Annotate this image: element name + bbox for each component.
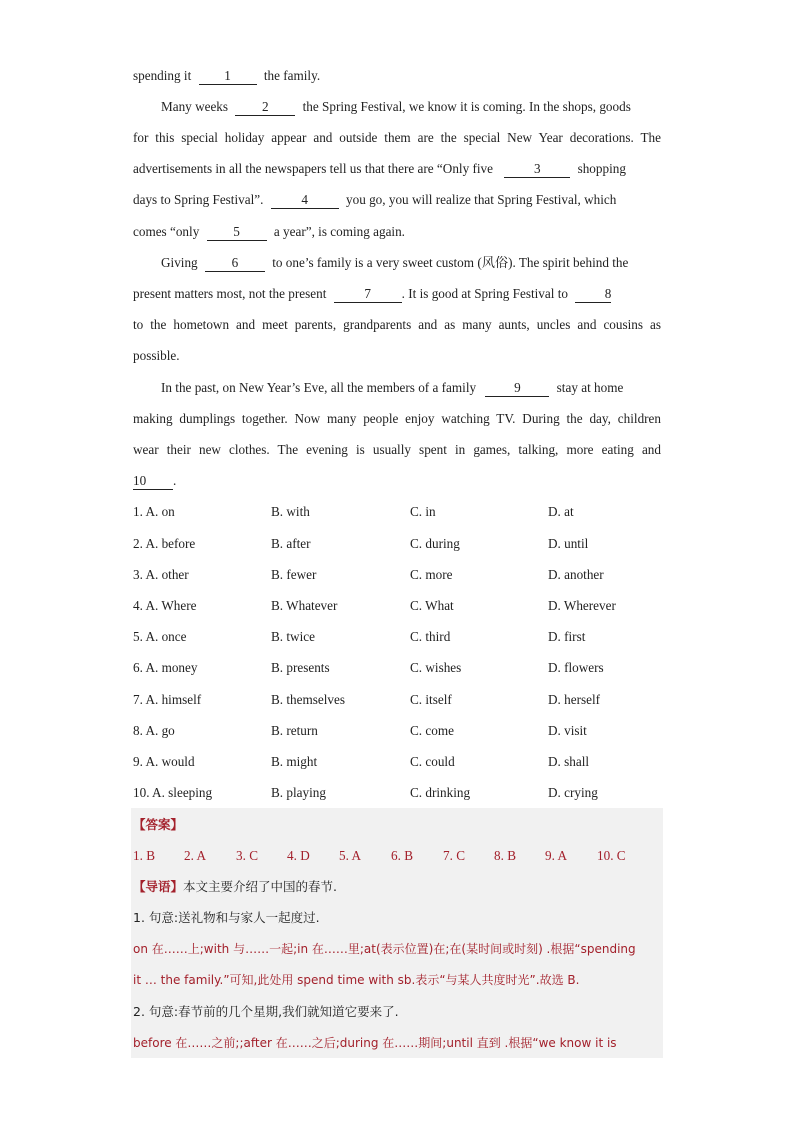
option-c: C. What [410,598,454,613]
text: the Spring Festival, we know it is coming. In the shops, goods [302,99,631,114]
option-a: 10. A. sleeping [133,785,213,800]
option-b: B. twice [271,629,315,644]
answer-key: 3. C [236,848,258,863]
text: days to Spring Festival”. [133,192,264,207]
option-c: C. drinking [410,785,471,800]
option-row-9 [133,752,661,772]
text: spending it [133,68,192,83]
blank-2: 2 [235,99,295,116]
option-b: B. presents [271,660,330,675]
passage-line-10: possible. [133,348,180,363]
passage-line-4 [133,159,661,179]
option-b: B. after [271,536,311,551]
guide-text: 本文主要介绍了中国的春节. [183,879,337,894]
answer-keys [133,846,661,866]
option-row-3 [133,565,661,585]
option-row-8 [133,721,661,741]
option-b: B. might [271,754,318,769]
option-d: D. shall [548,754,590,769]
option-row-2 [133,534,661,554]
passage-line-14 [133,471,661,491]
option-d: D. crying [548,785,598,800]
option-row-4 [133,596,661,616]
passage-line-3: for this special holiday appear and outside them are the special New Year decorations. The [133,130,661,145]
blank-8: 8 [575,286,611,303]
text: . [173,473,177,488]
option-c: C. during [410,536,460,551]
option-row-7 [133,690,661,710]
q1-explanation-b: it … the family.”可知,此处用 spend time with sb.表示“与某人共度时光”.故选 B. [133,973,580,987]
option-d: D. visit [548,723,587,738]
option-c: C. third [410,629,451,644]
answer-key: 8. B [494,848,516,863]
option-d: D. another [548,567,604,582]
answer-key: 6. B [391,848,413,863]
option-b: B. themselves [271,692,345,707]
option-b: B. fewer [271,567,317,582]
passage-line-2 [161,97,661,117]
answer-heading: 【答案】 [133,817,184,832]
passage-line-11 [161,378,661,398]
answer-key: 5. A [339,848,361,863]
q1-explanation-a: on 在……上;with 与……一起;in 在……里;at(表示位置)在;在(某时间或时刻) .根据“spending [133,942,636,956]
passage-line-9: to the hometown and meet parents, grandparents and as many aunts, uncles and cousins as [133,317,661,332]
option-c: C. come [410,723,454,738]
passage-line-1 [133,66,661,86]
passage-line-12: making dumplings together. Now many people enjoy watching TV. During the day, children [133,411,661,426]
option-d: D. first [548,629,586,644]
option-d: D. flowers [548,660,604,675]
text: you go, you will realize that Spring Festival, which [346,192,617,207]
text: a year”, is coming again. [273,224,405,239]
text: to one’s family is a very sweet custom (风俗). The spirit behind the [272,255,629,270]
answer-key: 1. B [133,848,155,863]
blank-5: 5 [207,224,267,241]
answer-key: 9. A [545,848,567,863]
option-a: 8. A. go [133,723,175,738]
option-a: 1. A. on [133,504,175,519]
passage-line-13: wear their new clothes. The evening is usually spent in games, talking, more eating and [133,442,661,457]
option-row-5 [133,627,661,647]
text: shopping [577,161,626,176]
option-a: 7. A. himself [133,692,202,707]
option-b: B. return [271,723,318,738]
option-a: 9. A. would [133,754,195,769]
answer-key: 4. D [287,848,310,863]
text: the family. [263,68,321,83]
option-a: 2. A. before [133,536,196,551]
option-a: 5. A. once [133,629,187,644]
blank-3: 3 [504,161,570,178]
option-d: D. until [548,536,589,551]
option-b: B. playing [271,785,326,800]
text: Giving [161,255,198,270]
option-d: D. herself [548,692,600,707]
answer-key: 2. A [184,848,206,863]
option-a: 4. A. Where [133,598,197,613]
option-d: D. at [548,504,574,519]
text: present matters most, not the present [133,286,327,301]
option-a: 6. A. money [133,660,198,675]
option-b: B. with [271,504,310,519]
option-c: C. itself [410,692,452,707]
option-d: D. Wherever [548,598,616,613]
answer-key: 10. C [597,848,626,863]
option-row-10 [133,783,661,803]
text: In the past, on New Year’s Eve, all the members of a family [161,380,477,395]
q2-explanation-a: before 在……之前;;after 在……之后;during 在……期间;until 直到 .根据“we know it is [133,1036,617,1050]
q2-meaning: 2. 句意:春节前的几个星期,我们就知道它要来了. [133,1004,399,1019]
blank-1: 1 [199,68,257,85]
guide-line [133,877,661,897]
option-a: 3. A. other [133,567,189,582]
blank-4: 4 [271,192,339,209]
blank-7: 7 [334,286,402,303]
option-row-1 [133,502,661,522]
passage-line-6 [133,222,661,242]
answer-key: 7. C [443,848,465,863]
option-b: B. Whatever [271,598,338,613]
option-row-6 [133,658,661,678]
passage-line-7 [161,253,661,273]
option-c: C. wishes [410,660,462,675]
text: comes “only [133,224,200,239]
passage-line-8 [133,284,661,304]
passage-line-5 [133,190,661,210]
text: . It is good at Spring Festival to [401,286,568,301]
text: Many weeks [161,99,229,114]
option-c: C. could [410,754,455,769]
blank-10: 10 [133,473,173,490]
option-c: C. in [410,504,436,519]
blank-9: 9 [485,380,549,397]
text: advertisements in all the newspapers tell us that there are “Only five [133,161,493,176]
q1-meaning: 1. 句意:送礼物和与家人一起度过. [133,910,320,925]
option-c: C. more [410,567,453,582]
guide-label: 【导语】 [133,879,184,894]
text: stay at home [556,380,624,395]
blank-6: 6 [205,255,265,272]
